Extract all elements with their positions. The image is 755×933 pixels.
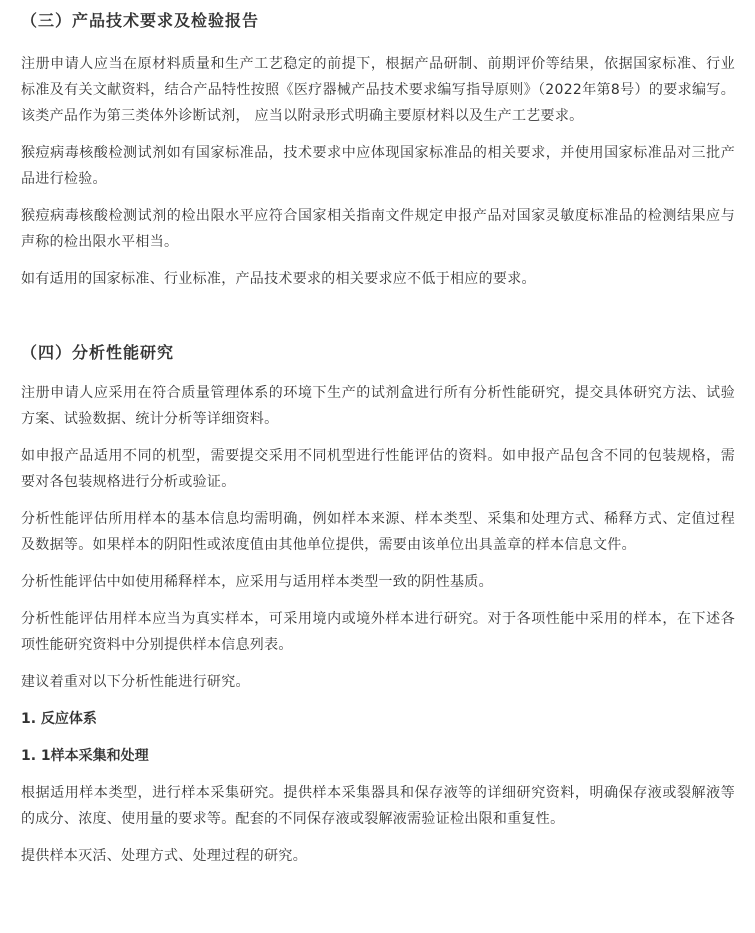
subsection-1-1-paragraph: 根据适用样本类型，进行样本采集研究。提供样本采集器具和保存液等的详细研究资料，明确保存液或裂解液等的成分、浓度、使用量的要求等。配套的不同保存液或裂解液需验证检出限和重复性。 — [21, 785, 735, 827]
section-3-paragraph: 注册申请人应当在原材料质量和生产工艺稳定的前提下，根据产品研制、前期评价等结果，依据国家标准、行业标准及有关文献资料，结合产品特性按照《医疗器械产品技术要求编写指导原则》（2022年第8号）的要求编写。该类产品作为第三类体外诊断试剂， 应当以附录形式明确主要原材料以及生产工艺要求。 — [21, 56, 735, 124]
section-4-paragraph: 建议着重对以下分析性能进行研究。 — [21, 674, 250, 690]
section-4-paragraph: 注册申请人应采用在符合质量管理体系的环境下生产的试剂盒进行所有分析性能研究，提交具体研究方法、试验方案、试验数据、统计分析等详细资料。 — [21, 385, 735, 427]
section-4-paragraph: 如申报产品适用不同的机型，需要提交采用不同机型进行性能评估的资料。如申报产品包含不同的包装规格，需要对各包装规格进行分析或验证。 — [21, 448, 735, 490]
section-3-paragraph: 如有适用的国家标准、行业标准，产品技术要求的相关要求应不低于相应的要求。 — [21, 271, 536, 287]
subsection-1-1-title: 1. 1样本采集和处理 — [21, 748, 149, 764]
subsection-1-1-paragraph: 提供样本灭活、处理方式、处理过程的研究。 — [21, 848, 307, 864]
subsection-1-title: 1. 反应体系 — [21, 711, 97, 727]
section-3-paragraph: 猴痘病毒核酸检测试剂的检出限水平应符合国家相关指南文件规定申报产品对国家灵敏度标准品的检测结果应与声称的检出限水平相当。 — [21, 208, 735, 250]
section-4-paragraph: 分析性能评估所用样本的基本信息均需明确，例如样本来源、样本类型、采集和处理方式、稀释方式、定值过程及数据等。如果样本的阴阳性或浓度值由其他单位提供，需要由该单位出具盖章的样本信息文件。 — [21, 511, 735, 553]
section-4-paragraph: 分析性能评估用样本应当为真实样本，可采用境内或境外样本进行研究。对于各项性能中采用的样本，在下述各项性能研究资料中分别提供样本信息列表。 — [21, 611, 735, 653]
section-3-title: （三）产品技术要求及检验报告 — [21, 11, 260, 30]
section-4-title: （四）分析性能研究 — [21, 343, 175, 362]
section-4-paragraph: 分析性能评估中如使用稀释样本，应采用与适用样本类型一致的阴性基质。 — [21, 574, 493, 590]
section-3-paragraph: 猴痘病毒核酸检测试剂如有国家标准品，技术要求中应体现国家标准品的相关要求，并使用国家标准品对三批产品进行检验。 — [21, 145, 735, 187]
